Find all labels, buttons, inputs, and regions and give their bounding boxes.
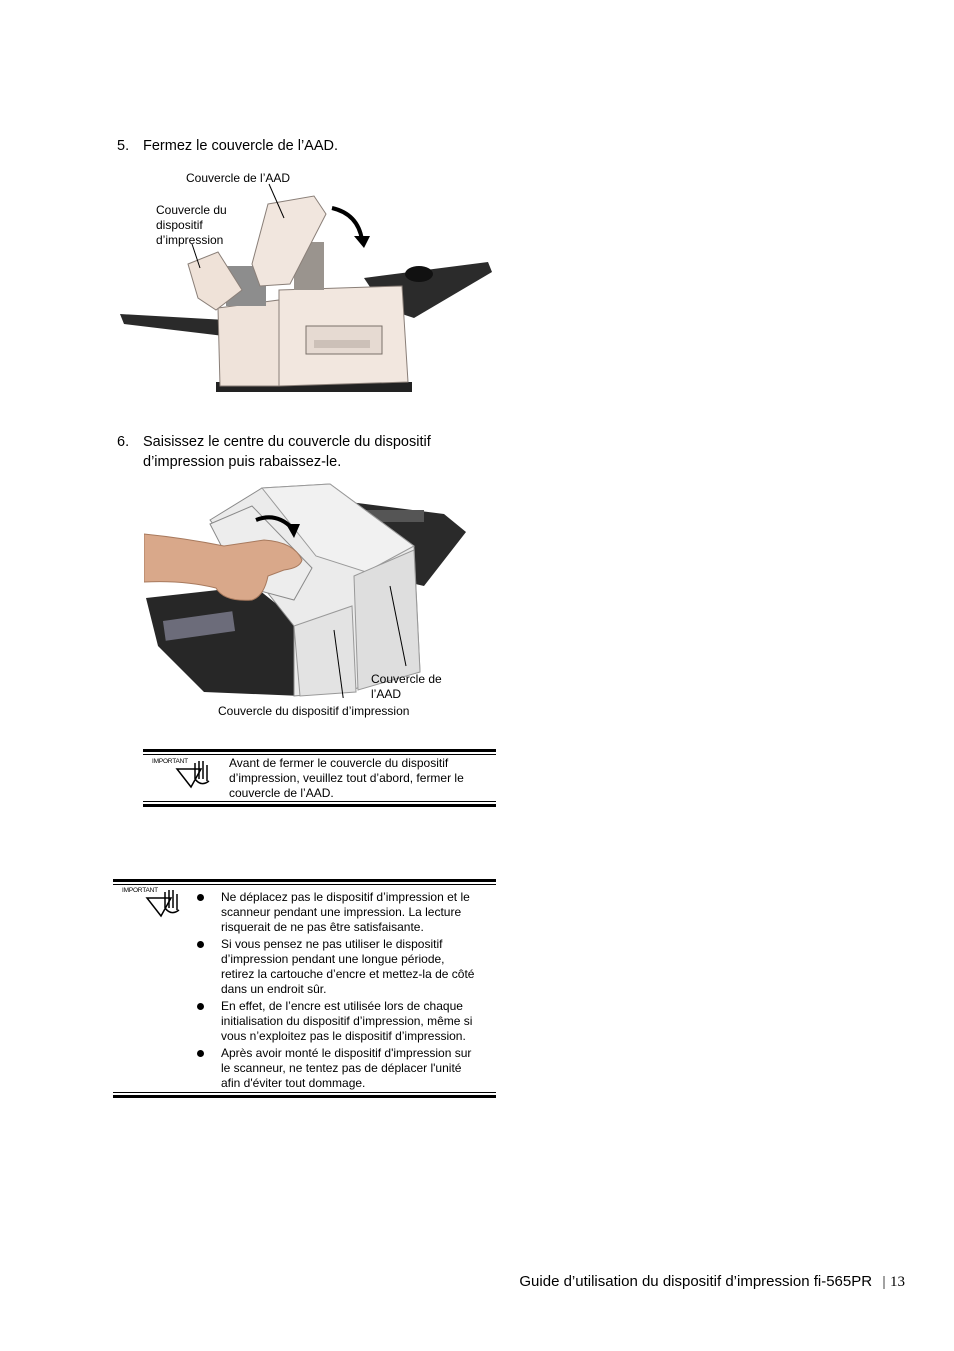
step-text-line1: Saisissez le centre du couvercle du dispositif — [143, 434, 431, 450]
footer-separator: | — [882, 1274, 886, 1290]
note2-top-rule — [113, 879, 496, 882]
bullet-dot-icon — [197, 941, 204, 948]
label-line: dispositif — [156, 218, 203, 232]
important-badge-text: IMPORTANT — [122, 887, 158, 894]
label-line: Couvercle du — [156, 203, 227, 217]
important-icon — [151, 757, 215, 789]
note-bottom-rule-thin — [143, 801, 496, 802]
page-number: 13 — [890, 1274, 905, 1290]
important-badge-text: IMPORTANT — [152, 758, 188, 765]
bullet-item: Après avoir monté le dispositif d'impression sur le scanneur, ne tentez pas de déplacer l'unité afin d'éviter tout dommage. — [197, 1046, 495, 1091]
note-top-rule — [143, 749, 496, 752]
step-6 — [117, 432, 431, 472]
note2-top-rule-thin — [113, 884, 496, 885]
note-top-rule-thin — [143, 754, 496, 755]
important-note-1 — [229, 756, 494, 801]
label-line: l’AAD — [371, 687, 402, 701]
step-number: 5. — [117, 138, 130, 154]
note-line: d’impression, veuillez tout d’abord, fermer le — [229, 771, 464, 785]
bullet-item: Si vous pensez ne pas utiliser le dispositif d’impression pendant une longue période, retirez la cartouche d’encre et mettez-la de côté dans un endroit sûr. — [197, 937, 495, 997]
bullet-list — [197, 890, 495, 1091]
important-icon-2 — [121, 886, 185, 918]
figure-close-printer-cover — [144, 476, 468, 698]
step-number: 6. — [117, 434, 130, 450]
footer-title: Guide d’utilisation du dispositif d’impression fi-565PR — [519, 1273, 873, 1290]
note-line: Avant de fermer le couvercle du dispositif — [229, 756, 449, 770]
bullet-dot-icon — [197, 1050, 204, 1057]
label-printer-cover — [156, 203, 227, 248]
label-printer-cover-2: Couvercle du dispositif d’impression — [218, 704, 410, 718]
note2-bottom-rule — [113, 1095, 496, 1098]
note-bottom-rule — [143, 804, 496, 807]
note-line: couvercle de l’AAD. — [229, 786, 334, 800]
bullet-dot-icon — [197, 1003, 204, 1010]
label-line: d’impression — [156, 233, 224, 247]
page-footer — [519, 1273, 905, 1291]
bullet-dot-icon — [197, 894, 204, 901]
important-note-2 — [197, 890, 495, 1093]
scanner-hand-closing-illustration — [144, 476, 468, 698]
label-aad-cover: Couvercle de l’AAD — [186, 171, 291, 185]
bullet-item: En effet, de l’encre est utilisée lors de chaque initialisation du dispositif d’impression, même si vous n’exploitez pas le dispositif d’impression. — [197, 999, 495, 1044]
step-text-line2: d’impression puis rabaissez-le. — [143, 454, 342, 470]
note2-bottom-rule-thin — [113, 1092, 496, 1093]
label-line: Couvercle de — [371, 672, 442, 686]
step-5 — [117, 136, 338, 156]
bullet-item: Ne déplacez pas le dispositif d’impression et le scanneur pendant une impression. La lecture risquerait de ne pas être satisfaisante. — [197, 890, 495, 935]
step-text: Fermez le couvercle de l’AAD. — [143, 138, 339, 154]
label-aad-cover-2 — [371, 672, 442, 702]
